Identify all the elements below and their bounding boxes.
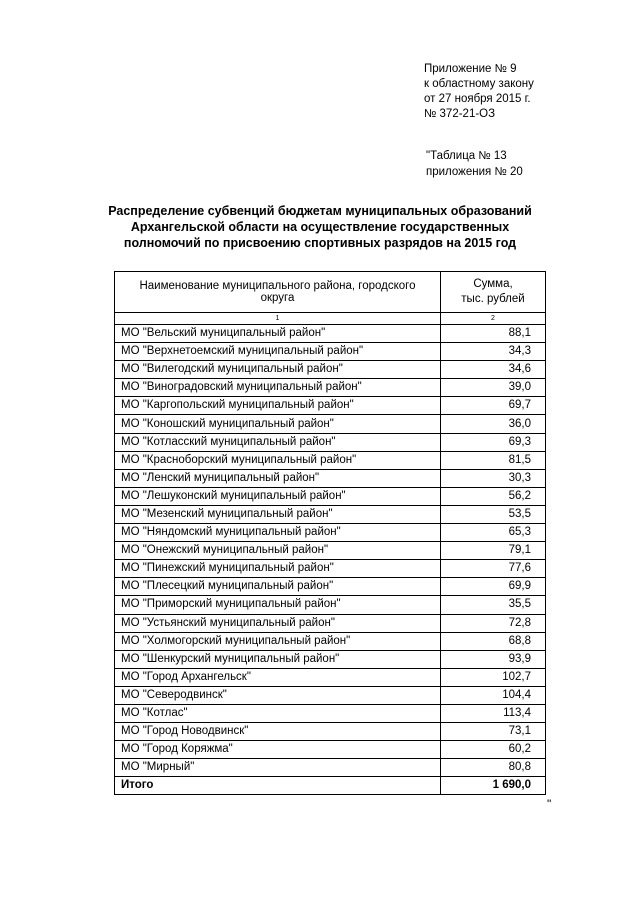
- municipality-name: МО "Город Коряжма": [115, 741, 441, 759]
- municipality-name: МО "Вилегодский муниципальный район": [115, 361, 441, 379]
- municipality-name: МО "Виноградовский муниципальный район": [115, 379, 441, 397]
- table-row: [115, 614, 546, 632]
- municipality-name: МО "Мирный": [115, 759, 441, 777]
- table-row: [115, 433, 546, 451]
- municipality-name: МО "Красноборский муниципальный район": [115, 451, 441, 469]
- table-row: [115, 759, 546, 777]
- municipality-name: МО "Мезенский муниципальный район": [115, 505, 441, 523]
- table-row: [115, 650, 546, 668]
- column-number-2: 2: [441, 313, 546, 325]
- amount-value: 93,9: [441, 650, 546, 668]
- table-header-row: [115, 272, 546, 313]
- municipality-name: МО "Котласский муниципальный район": [115, 433, 441, 451]
- title-line-2: Архангельской области на осуществление государственных: [130, 220, 510, 234]
- appendix-law-ref: к областному закону: [424, 78, 534, 90]
- table-row: [115, 415, 546, 433]
- table-reference: [426, 149, 523, 180]
- municipality-name: МО "Онежский муниципальный район": [115, 542, 441, 560]
- title-line-3: полномочий по присвоению спортивных разрядов на 2015 год: [123, 236, 517, 250]
- closing-quote: ": [547, 797, 552, 811]
- table-appendix-number: приложения № 20: [426, 165, 523, 178]
- table-row: [115, 560, 546, 578]
- table-row: [115, 704, 546, 722]
- amount-value: 102,7: [441, 668, 546, 686]
- amount-value: 34,3: [441, 343, 546, 361]
- appendix-law-date: от 27 ноября 2015 г.: [424, 93, 531, 105]
- table-row: [115, 451, 546, 469]
- municipality-name: МО "Устьянский муниципальный район": [115, 614, 441, 632]
- amount-value: 77,6: [441, 560, 546, 578]
- table-row: [115, 596, 546, 614]
- table-row: [115, 542, 546, 560]
- amount-value: 104,4: [441, 686, 546, 704]
- table-row: [115, 343, 546, 361]
- table-row: [115, 741, 546, 759]
- column-number-row: [115, 313, 546, 325]
- title-line-1: Распределение субвенций бюджетам муниципальных образований: [108, 204, 532, 218]
- amount-value: 79,1: [441, 542, 546, 560]
- municipality-name: МО "Коношский муниципальный район": [115, 415, 441, 433]
- municipality-name: МО "Пинежский муниципальный район": [115, 560, 441, 578]
- table-row: [115, 723, 546, 741]
- amount-value: 68,8: [441, 632, 546, 650]
- table-row: [115, 325, 546, 343]
- amount-value: 39,0: [441, 379, 546, 397]
- column-number-1: 1: [115, 313, 441, 325]
- appendix-number: Приложение № 9: [424, 63, 517, 75]
- subvention-table: [114, 271, 546, 795]
- table-row: [115, 632, 546, 650]
- municipality-name: МО "Северодвинск": [115, 686, 441, 704]
- amount-value: 72,8: [441, 614, 546, 632]
- municipality-name: МО "Няндомский муниципальный район": [115, 524, 441, 542]
- amount-value: 88,1: [441, 325, 546, 343]
- amount-value: 69,9: [441, 578, 546, 596]
- table-row: [115, 668, 546, 686]
- amount-value: 36,0: [441, 415, 546, 433]
- column-header-amount-line2: тыс. рублей: [461, 293, 525, 305]
- amount-value: 69,7: [441, 397, 546, 415]
- amount-value: 69,3: [441, 433, 546, 451]
- municipality-name: МО "Вельский муниципальный район": [115, 325, 441, 343]
- table-row: [115, 686, 546, 704]
- table-row: [115, 505, 546, 523]
- total-label: Итого: [115, 777, 441, 795]
- amount-value: 65,3: [441, 524, 546, 542]
- table-row: [115, 524, 546, 542]
- municipality-name: МО "Котлас": [115, 704, 441, 722]
- municipality-name: МО "Город Архангельск": [115, 668, 441, 686]
- total-value: 1 690,0: [441, 777, 546, 795]
- amount-value: 53,5: [441, 505, 546, 523]
- municipality-name: МО "Верхнетоемский муниципальный район": [115, 343, 441, 361]
- table-row: [115, 361, 546, 379]
- table-row: [115, 578, 546, 596]
- table-row: [115, 469, 546, 487]
- amount-value: 35,5: [441, 596, 546, 614]
- table-row: [115, 397, 546, 415]
- amount-value: 113,4: [441, 704, 546, 722]
- amount-value: 80,8: [441, 759, 546, 777]
- table-row: [115, 379, 546, 397]
- municipality-name: МО "Каргопольский муниципальный район": [115, 397, 441, 415]
- table-row: [115, 487, 546, 505]
- appendix-header: [424, 62, 534, 122]
- municipality-name: МО "Ленский муниципальный район": [115, 469, 441, 487]
- document-title: [90, 203, 550, 251]
- municipality-name: МО "Плесецкий муниципальный район": [115, 578, 441, 596]
- column-header-name: Наименование муниципального района, городского округа: [115, 272, 441, 313]
- municipality-name: МО "Приморский муниципальный район": [115, 596, 441, 614]
- amount-value: 56,2: [441, 487, 546, 505]
- municipality-name: МО "Холмогорский муниципальный район": [115, 632, 441, 650]
- amount-value: 81,5: [441, 451, 546, 469]
- column-header-amount: [441, 272, 546, 313]
- amount-value: 34,6: [441, 361, 546, 379]
- amount-value: 73,1: [441, 723, 546, 741]
- municipality-name: МО "Шенкурский муниципальный район": [115, 650, 441, 668]
- column-header-amount-line1: Сумма,: [473, 278, 513, 290]
- table-number: "Таблица № 13: [426, 150, 507, 162]
- total-row: [115, 777, 546, 795]
- municipality-name: МО "Город Новодвинск": [115, 723, 441, 741]
- amount-value: 60,2: [441, 741, 546, 759]
- municipality-name: МО "Лешуконский муниципальный район": [115, 487, 441, 505]
- amount-value: 30,3: [441, 469, 546, 487]
- appendix-law-number: № 372-21-ОЗ: [424, 108, 496, 120]
